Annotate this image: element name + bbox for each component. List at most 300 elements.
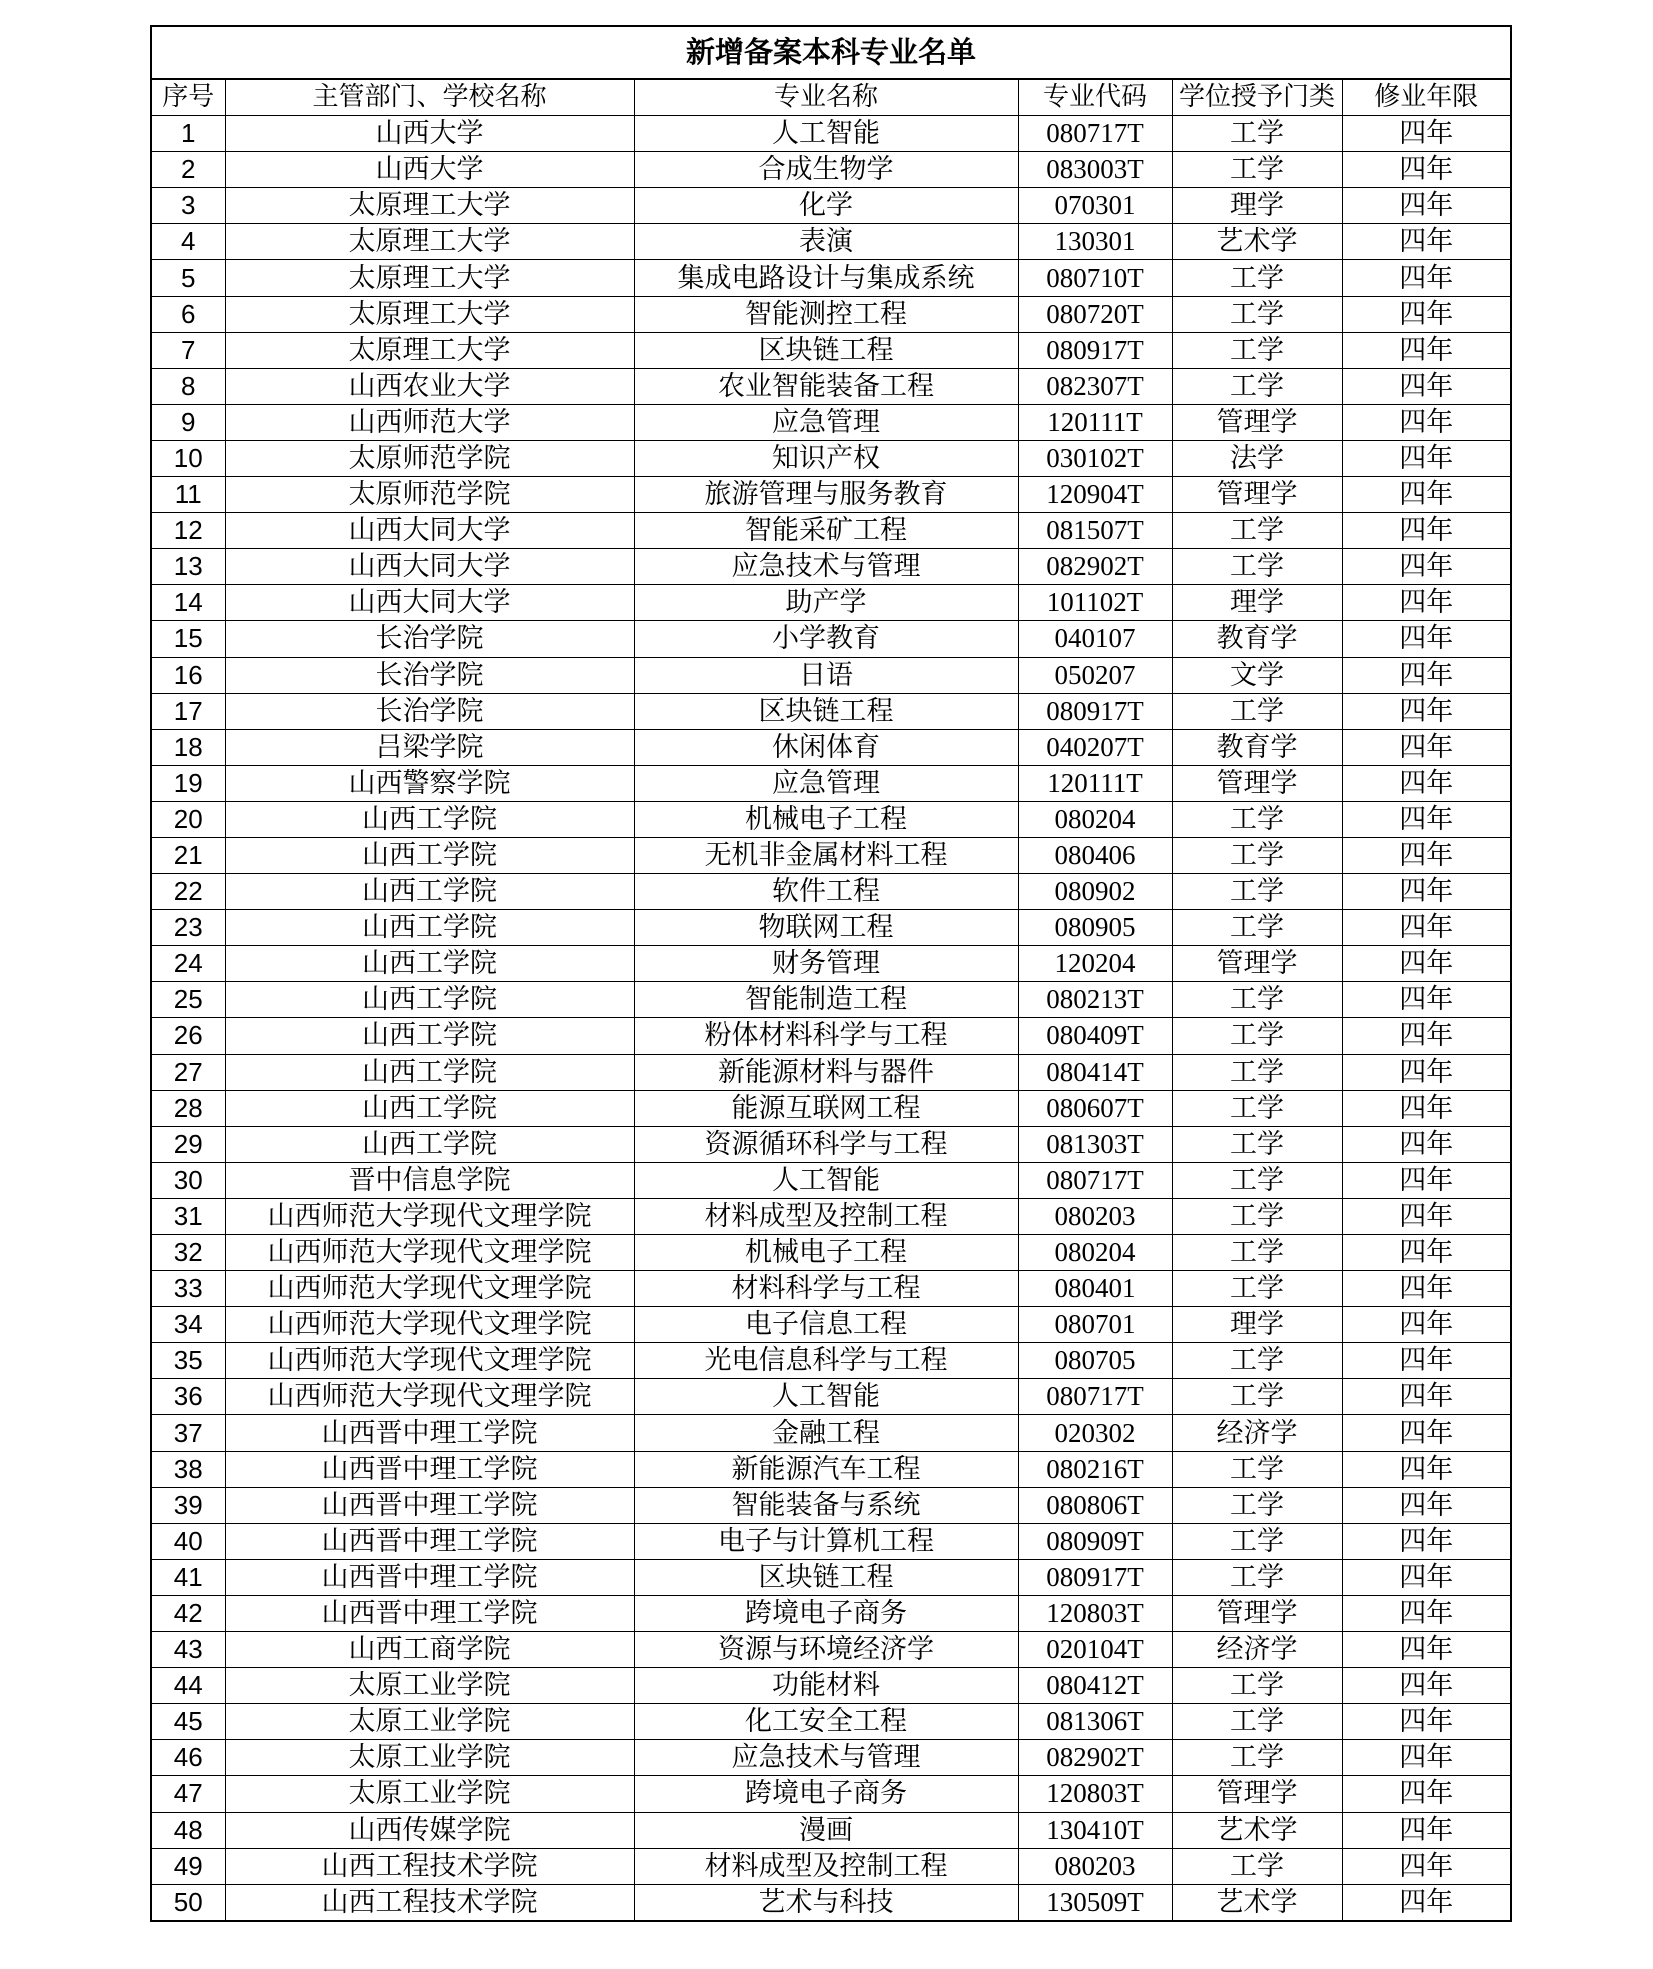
cell-code: 081306T <box>1018 1704 1172 1740</box>
cell-major: 软件工程 <box>634 874 1018 910</box>
cell-degree: 工学 <box>1172 1523 1342 1559</box>
table-row <box>151 1018 1511 1054</box>
cell-index: 9 <box>151 404 225 440</box>
cell-duration: 四年 <box>1342 1704 1511 1740</box>
cell-school: 长治学院 <box>225 657 634 693</box>
cell-school: 山西工学院 <box>225 982 634 1018</box>
cell-duration: 四年 <box>1342 621 1511 657</box>
cell-degree: 工学 <box>1172 1343 1342 1379</box>
header-code: 专业代码 <box>1018 79 1172 116</box>
cell-degree: 管理学 <box>1172 404 1342 440</box>
cell-degree: 工学 <box>1172 837 1342 873</box>
cell-duration: 四年 <box>1342 1379 1511 1415</box>
cell-index: 14 <box>151 585 225 621</box>
cell-degree: 艺术学 <box>1172 1884 1342 1921</box>
cell-duration: 四年 <box>1342 1162 1511 1198</box>
cell-index: 11 <box>151 477 225 513</box>
table-row <box>151 260 1511 296</box>
table-row <box>151 1307 1511 1343</box>
cell-duration: 四年 <box>1342 729 1511 765</box>
cell-degree: 理学 <box>1172 188 1342 224</box>
cell-major: 物联网工程 <box>634 910 1018 946</box>
cell-code: 050207 <box>1018 657 1172 693</box>
cell-duration: 四年 <box>1342 440 1511 476</box>
cell-degree: 工学 <box>1172 1162 1342 1198</box>
cell-major: 旅游管理与服务教育 <box>634 477 1018 513</box>
cell-school: 山西大同大学 <box>225 585 634 621</box>
cell-school: 山西工程技术学院 <box>225 1884 634 1921</box>
table-row <box>151 404 1511 440</box>
cell-code: 120803T <box>1018 1595 1172 1631</box>
cell-index: 4 <box>151 224 225 260</box>
cell-duration: 四年 <box>1342 1090 1511 1126</box>
cell-school: 山西师范大学现代文理学院 <box>225 1343 634 1379</box>
cell-index: 15 <box>151 621 225 657</box>
cell-degree: 工学 <box>1172 1451 1342 1487</box>
header-index: 序号 <box>151 79 225 116</box>
cell-duration: 四年 <box>1342 874 1511 910</box>
cell-code: 120803T <box>1018 1776 1172 1812</box>
cell-degree: 工学 <box>1172 1704 1342 1740</box>
cell-degree: 工学 <box>1172 910 1342 946</box>
cell-degree: 工学 <box>1172 116 1342 152</box>
cell-index: 34 <box>151 1307 225 1343</box>
cell-code: 130410T <box>1018 1812 1172 1848</box>
cell-duration: 四年 <box>1342 1559 1511 1595</box>
cell-school: 山西大同大学 <box>225 549 634 585</box>
cell-school: 山西大同大学 <box>225 513 634 549</box>
cell-code: 080917T <box>1018 1559 1172 1595</box>
table-row <box>151 1668 1511 1704</box>
cell-index: 44 <box>151 1668 225 1704</box>
cell-duration: 四年 <box>1342 1054 1511 1090</box>
cell-index: 16 <box>151 657 225 693</box>
cell-duration: 四年 <box>1342 1451 1511 1487</box>
cell-duration: 四年 <box>1342 224 1511 260</box>
cell-index: 28 <box>151 1090 225 1126</box>
table-row <box>151 477 1511 513</box>
cell-school: 山西工学院 <box>225 837 634 873</box>
cell-school: 山西晋中理工学院 <box>225 1415 634 1451</box>
cell-duration: 四年 <box>1342 1126 1511 1162</box>
cell-major: 电子信息工程 <box>634 1307 1018 1343</box>
cell-index: 24 <box>151 946 225 982</box>
table-row <box>151 1343 1511 1379</box>
table-row <box>151 1776 1511 1812</box>
table-row <box>151 1740 1511 1776</box>
cell-code: 083003T <box>1018 152 1172 188</box>
cell-index: 6 <box>151 296 225 332</box>
cell-duration: 四年 <box>1342 585 1511 621</box>
cell-degree: 法学 <box>1172 440 1342 476</box>
table-row <box>151 729 1511 765</box>
cell-school: 山西工学院 <box>225 1090 634 1126</box>
cell-major: 漫画 <box>634 1812 1018 1848</box>
cell-degree: 艺术学 <box>1172 224 1342 260</box>
cell-index: 19 <box>151 765 225 801</box>
cell-degree: 工学 <box>1172 982 1342 1018</box>
cell-code: 020302 <box>1018 1415 1172 1451</box>
table-row <box>151 1090 1511 1126</box>
cell-major: 资源循环科学与工程 <box>634 1126 1018 1162</box>
cell-code: 040207T <box>1018 729 1172 765</box>
cell-code: 080806T <box>1018 1487 1172 1523</box>
cell-code: 080701 <box>1018 1307 1172 1343</box>
cell-degree: 工学 <box>1172 1126 1342 1162</box>
cell-index: 18 <box>151 729 225 765</box>
cell-school: 山西工学院 <box>225 1126 634 1162</box>
cell-duration: 四年 <box>1342 801 1511 837</box>
cell-school: 山西工程技术学院 <box>225 1848 634 1884</box>
cell-index: 43 <box>151 1632 225 1668</box>
cell-school: 长治学院 <box>225 693 634 729</box>
cell-degree: 工学 <box>1172 1090 1342 1126</box>
cell-index: 31 <box>151 1198 225 1234</box>
cell-degree: 工学 <box>1172 1740 1342 1776</box>
cell-degree: 理学 <box>1172 1307 1342 1343</box>
cell-index: 33 <box>151 1271 225 1307</box>
cell-code: 080607T <box>1018 1090 1172 1126</box>
cell-major: 集成电路设计与集成系统 <box>634 260 1018 296</box>
cell-school: 太原师范学院 <box>225 477 634 513</box>
cell-degree: 管理学 <box>1172 946 1342 982</box>
table-row <box>151 549 1511 585</box>
cell-duration: 四年 <box>1342 332 1511 368</box>
cell-degree: 工学 <box>1172 1559 1342 1595</box>
cell-duration: 四年 <box>1342 1307 1511 1343</box>
cell-degree: 工学 <box>1172 693 1342 729</box>
cell-code: 040107 <box>1018 621 1172 657</box>
cell-index: 21 <box>151 837 225 873</box>
cell-code: 130509T <box>1018 1884 1172 1921</box>
cell-major: 智能采矿工程 <box>634 513 1018 549</box>
cell-duration: 四年 <box>1342 296 1511 332</box>
cell-major: 智能测控工程 <box>634 296 1018 332</box>
cell-school: 山西工学院 <box>225 1054 634 1090</box>
cell-degree: 经济学 <box>1172 1632 1342 1668</box>
cell-major: 跨境电子商务 <box>634 1595 1018 1631</box>
cell-degree: 艺术学 <box>1172 1812 1342 1848</box>
cell-degree: 经济学 <box>1172 1415 1342 1451</box>
cell-duration: 四年 <box>1342 260 1511 296</box>
cell-duration: 四年 <box>1342 1235 1511 1271</box>
cell-code: 030102T <box>1018 440 1172 476</box>
cell-major: 智能制造工程 <box>634 982 1018 1018</box>
cell-major: 区块链工程 <box>634 332 1018 368</box>
cell-major: 财务管理 <box>634 946 1018 982</box>
table-row <box>151 585 1511 621</box>
table-row <box>151 1415 1511 1451</box>
cell-major: 表演 <box>634 224 1018 260</box>
cell-duration: 四年 <box>1342 1848 1511 1884</box>
cell-major: 休闲体育 <box>634 729 1018 765</box>
cell-school: 山西警察学院 <box>225 765 634 801</box>
table-row <box>151 693 1511 729</box>
cell-index: 27 <box>151 1054 225 1090</box>
cell-major: 化学 <box>634 188 1018 224</box>
cell-index: 25 <box>151 982 225 1018</box>
cell-duration: 四年 <box>1342 1523 1511 1559</box>
cell-degree: 工学 <box>1172 1668 1342 1704</box>
cell-major: 材料成型及控制工程 <box>634 1198 1018 1234</box>
cell-index: 23 <box>151 910 225 946</box>
cell-duration: 四年 <box>1342 1271 1511 1307</box>
cell-code: 080401 <box>1018 1271 1172 1307</box>
cell-school: 太原工业学院 <box>225 1740 634 1776</box>
cell-duration: 四年 <box>1342 1632 1511 1668</box>
table-row <box>151 765 1511 801</box>
cell-degree: 工学 <box>1172 332 1342 368</box>
cell-degree: 文学 <box>1172 657 1342 693</box>
cell-index: 48 <box>151 1812 225 1848</box>
cell-index: 35 <box>151 1343 225 1379</box>
table-row <box>151 621 1511 657</box>
cell-major: 电子与计算机工程 <box>634 1523 1018 1559</box>
cell-index: 40 <box>151 1523 225 1559</box>
cell-duration: 四年 <box>1342 693 1511 729</box>
cell-school: 太原理工大学 <box>225 224 634 260</box>
cell-index: 38 <box>151 1451 225 1487</box>
cell-duration: 四年 <box>1342 946 1511 982</box>
cell-index: 17 <box>151 693 225 729</box>
cell-school: 太原理工大学 <box>225 296 634 332</box>
cell-code: 080720T <box>1018 296 1172 332</box>
cell-index: 42 <box>151 1595 225 1631</box>
cell-degree: 教育学 <box>1172 729 1342 765</box>
cell-index: 5 <box>151 260 225 296</box>
cell-duration: 四年 <box>1342 1415 1511 1451</box>
cell-school: 太原理工大学 <box>225 260 634 296</box>
table-row <box>151 1595 1511 1631</box>
cell-duration: 四年 <box>1342 368 1511 404</box>
cell-code: 020104T <box>1018 1632 1172 1668</box>
table-row <box>151 332 1511 368</box>
cell-school: 山西工学院 <box>225 910 634 946</box>
cell-code: 080406 <box>1018 837 1172 873</box>
table-row <box>151 296 1511 332</box>
header-major: 专业名称 <box>634 79 1018 116</box>
table-row <box>151 1559 1511 1595</box>
cell-code: 080909T <box>1018 1523 1172 1559</box>
cell-school: 太原工业学院 <box>225 1776 634 1812</box>
table-row <box>151 837 1511 873</box>
cell-school: 山西传媒学院 <box>225 1812 634 1848</box>
cell-major: 机械电子工程 <box>634 801 1018 837</box>
cell-degree: 理学 <box>1172 585 1342 621</box>
cell-duration: 四年 <box>1342 837 1511 873</box>
table-row <box>151 1379 1511 1415</box>
table-row <box>151 1523 1511 1559</box>
cell-school: 晋中信息学院 <box>225 1162 634 1198</box>
cell-degree: 工学 <box>1172 801 1342 837</box>
cell-major: 应急管理 <box>634 404 1018 440</box>
cell-major: 新能源汽车工程 <box>634 1451 1018 1487</box>
cell-index: 13 <box>151 549 225 585</box>
cell-duration: 四年 <box>1342 1198 1511 1234</box>
table-row <box>151 801 1511 837</box>
cell-school: 山西师范大学 <box>225 404 634 440</box>
table-row <box>151 188 1511 224</box>
cell-code: 082307T <box>1018 368 1172 404</box>
cell-duration: 四年 <box>1342 1776 1511 1812</box>
cell-school: 山西师范大学现代文理学院 <box>225 1198 634 1234</box>
table-row <box>151 874 1511 910</box>
table-row <box>151 440 1511 476</box>
cell-index: 50 <box>151 1884 225 1921</box>
cell-code: 120111T <box>1018 404 1172 440</box>
cell-major: 人工智能 <box>634 1162 1018 1198</box>
cell-code: 080203 <box>1018 1848 1172 1884</box>
cell-school: 山西大学 <box>225 116 634 152</box>
cell-duration: 四年 <box>1342 1812 1511 1848</box>
table-row <box>151 152 1511 188</box>
cell-code: 120904T <box>1018 477 1172 513</box>
cell-duration: 四年 <box>1342 982 1511 1018</box>
cell-index: 2 <box>151 152 225 188</box>
table-row <box>151 1812 1511 1848</box>
cell-major: 小学教育 <box>634 621 1018 657</box>
table-row <box>151 1848 1511 1884</box>
cell-index: 46 <box>151 1740 225 1776</box>
cell-duration: 四年 <box>1342 1884 1511 1921</box>
cell-code: 081303T <box>1018 1126 1172 1162</box>
cell-school: 太原理工大学 <box>225 332 634 368</box>
cell-degree: 工学 <box>1172 1018 1342 1054</box>
cell-school: 山西晋中理工学院 <box>225 1595 634 1631</box>
cell-duration: 四年 <box>1342 188 1511 224</box>
table-row <box>151 1198 1511 1234</box>
cell-school: 山西工学院 <box>225 874 634 910</box>
cell-index: 29 <box>151 1126 225 1162</box>
cell-major: 区块链工程 <box>634 1559 1018 1595</box>
cell-major: 艺术与科技 <box>634 1884 1018 1921</box>
cell-index: 7 <box>151 332 225 368</box>
cell-school: 山西师范大学现代文理学院 <box>225 1379 634 1415</box>
header-row <box>151 79 1511 116</box>
cell-index: 12 <box>151 513 225 549</box>
cell-major: 材料成型及控制工程 <box>634 1848 1018 1884</box>
table-row <box>151 1884 1511 1921</box>
table-row <box>151 1451 1511 1487</box>
cell-degree: 工学 <box>1172 368 1342 404</box>
cell-duration: 四年 <box>1342 152 1511 188</box>
cell-degree: 工学 <box>1172 1235 1342 1271</box>
cell-degree: 管理学 <box>1172 477 1342 513</box>
cell-degree: 工学 <box>1172 1848 1342 1884</box>
cell-major: 合成生物学 <box>634 152 1018 188</box>
cell-school: 山西师范大学现代文理学院 <box>225 1235 634 1271</box>
cell-code: 081507T <box>1018 513 1172 549</box>
table-row <box>151 946 1511 982</box>
cell-major: 材料科学与工程 <box>634 1271 1018 1307</box>
cell-code: 080204 <box>1018 801 1172 837</box>
table-body <box>151 116 1511 1921</box>
table-row <box>151 1126 1511 1162</box>
table-row <box>151 224 1511 260</box>
cell-duration: 四年 <box>1342 477 1511 513</box>
cell-duration: 四年 <box>1342 1343 1511 1379</box>
cell-degree: 工学 <box>1172 1054 1342 1090</box>
cell-degree: 工学 <box>1172 874 1342 910</box>
cell-code: 080412T <box>1018 1668 1172 1704</box>
cell-index: 41 <box>151 1559 225 1595</box>
cell-major: 人工智能 <box>634 1379 1018 1415</box>
cell-major: 光电信息科学与工程 <box>634 1343 1018 1379</box>
cell-major: 新能源材料与器件 <box>634 1054 1018 1090</box>
cell-degree: 管理学 <box>1172 1776 1342 1812</box>
cell-degree: 工学 <box>1172 549 1342 585</box>
cell-major: 化工安全工程 <box>634 1704 1018 1740</box>
cell-duration: 四年 <box>1342 549 1511 585</box>
cell-school: 山西工学院 <box>225 801 634 837</box>
cell-duration: 四年 <box>1342 765 1511 801</box>
cell-index: 20 <box>151 801 225 837</box>
cell-index: 3 <box>151 188 225 224</box>
cell-code: 080409T <box>1018 1018 1172 1054</box>
cell-code: 080917T <box>1018 693 1172 729</box>
cell-major: 应急技术与管理 <box>634 549 1018 585</box>
cell-major: 机械电子工程 <box>634 1235 1018 1271</box>
cell-major: 粉体材料科学与工程 <box>634 1018 1018 1054</box>
cell-index: 49 <box>151 1848 225 1884</box>
cell-code: 101102T <box>1018 585 1172 621</box>
cell-school: 山西师范大学现代文理学院 <box>225 1271 634 1307</box>
cell-index: 8 <box>151 368 225 404</box>
header-degree: 学位授予门类 <box>1172 79 1342 116</box>
cell-major: 日语 <box>634 657 1018 693</box>
cell-duration: 四年 <box>1342 1595 1511 1631</box>
cell-code: 082902T <box>1018 1740 1172 1776</box>
cell-degree: 工学 <box>1172 1198 1342 1234</box>
table-row <box>151 116 1511 152</box>
cell-duration: 四年 <box>1342 910 1511 946</box>
cell-degree: 工学 <box>1172 296 1342 332</box>
cell-school: 山西工学院 <box>225 1018 634 1054</box>
cell-index: 22 <box>151 874 225 910</box>
header-duration: 修业年限 <box>1342 79 1511 116</box>
table-row <box>151 1632 1511 1668</box>
cell-school: 山西晋中理工学院 <box>225 1451 634 1487</box>
cell-school: 长治学院 <box>225 621 634 657</box>
cell-school: 太原工业学院 <box>225 1668 634 1704</box>
cell-code: 080414T <box>1018 1054 1172 1090</box>
cell-code: 080203 <box>1018 1198 1172 1234</box>
table-row <box>151 1054 1511 1090</box>
cell-degree: 教育学 <box>1172 621 1342 657</box>
cell-school: 山西农业大学 <box>225 368 634 404</box>
cell-major: 农业智能装备工程 <box>634 368 1018 404</box>
cell-major: 知识产权 <box>634 440 1018 476</box>
cell-index: 30 <box>151 1162 225 1198</box>
table-row <box>151 982 1511 1018</box>
cell-degree: 工学 <box>1172 1379 1342 1415</box>
cell-code: 080705 <box>1018 1343 1172 1379</box>
cell-major: 智能装备与系统 <box>634 1487 1018 1523</box>
table-row <box>151 910 1511 946</box>
cell-major: 区块链工程 <box>634 693 1018 729</box>
cell-code: 120111T <box>1018 765 1172 801</box>
cell-school: 山西晋中理工学院 <box>225 1559 634 1595</box>
cell-major: 跨境电子商务 <box>634 1776 1018 1812</box>
cell-duration: 四年 <box>1342 116 1511 152</box>
cell-index: 45 <box>151 1704 225 1740</box>
cell-major: 无机非金属材料工程 <box>634 837 1018 873</box>
cell-major: 金融工程 <box>634 1415 1018 1451</box>
cell-index: 39 <box>151 1487 225 1523</box>
cell-major: 应急技术与管理 <box>634 1740 1018 1776</box>
cell-code: 080204 <box>1018 1235 1172 1271</box>
cell-school: 太原理工大学 <box>225 188 634 224</box>
